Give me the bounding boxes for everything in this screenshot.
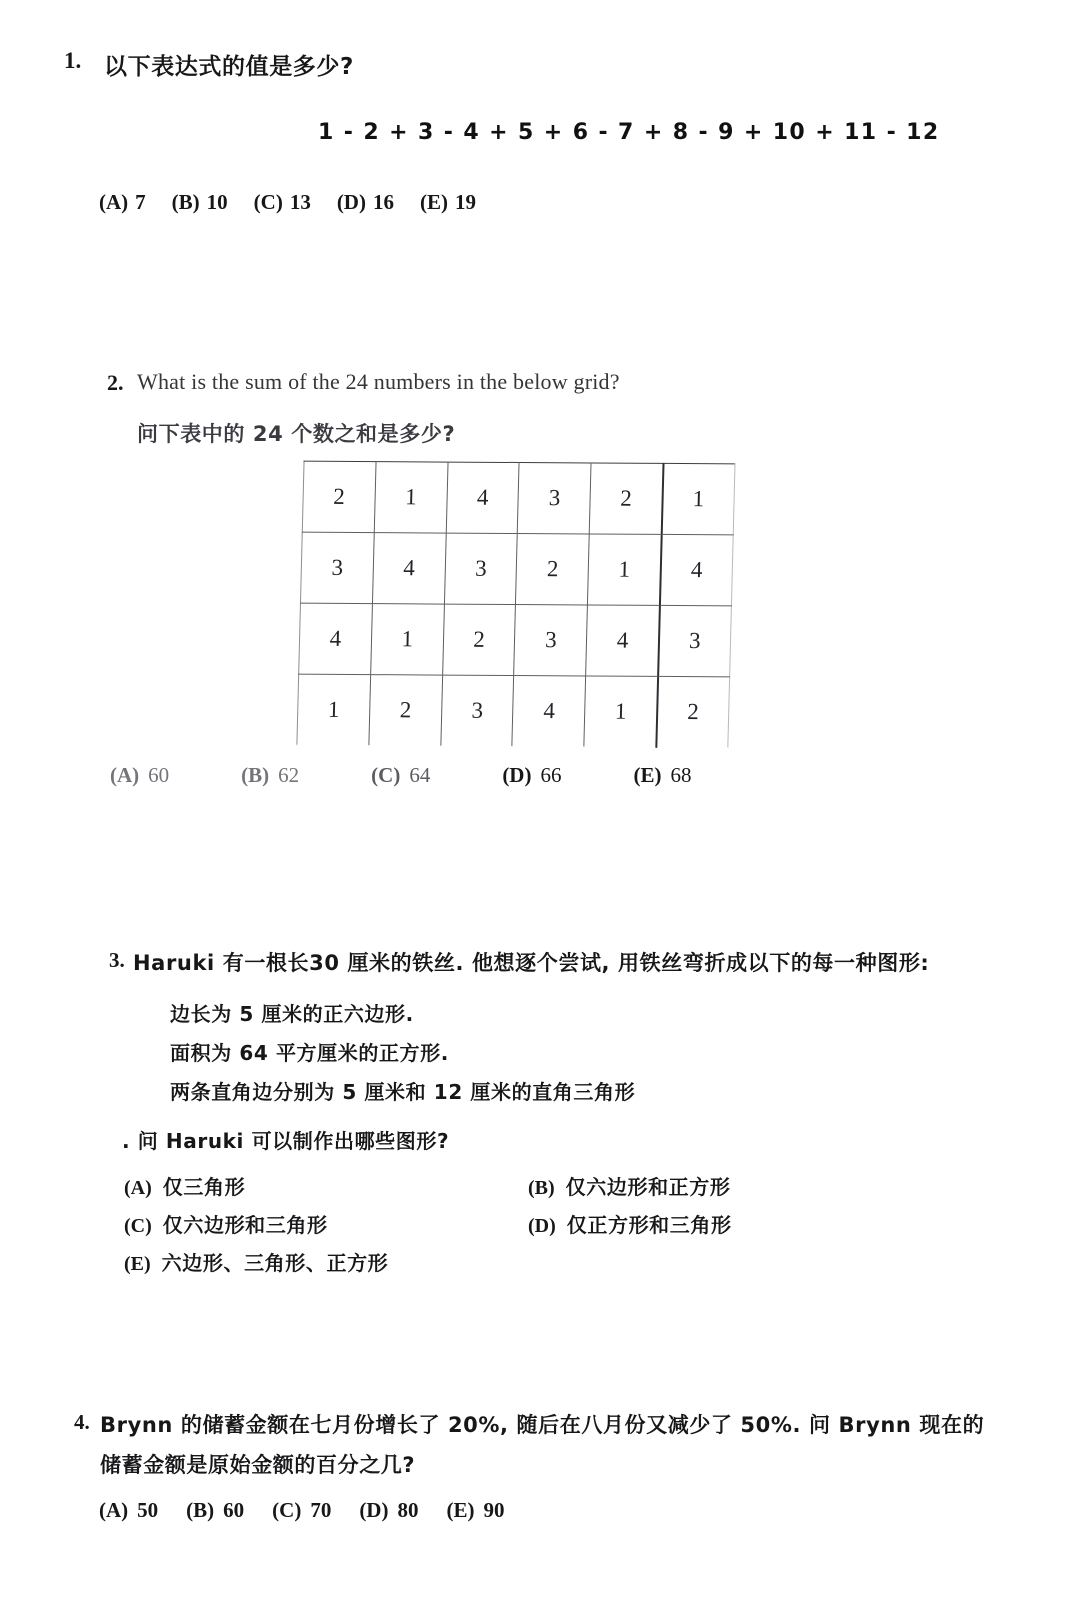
choice-label: (E) xyxy=(446,1498,475,1522)
question-2-number: 2. xyxy=(107,370,124,395)
question-2-choice-b[interactable] xyxy=(241,763,299,788)
question-1-choices xyxy=(99,190,476,215)
question-2-choices xyxy=(110,763,691,788)
grid-cell: 2 xyxy=(302,461,376,532)
choice-value: 7 xyxy=(135,190,146,214)
table-row xyxy=(302,461,735,535)
question-4-choice-c[interactable] xyxy=(272,1498,331,1523)
question-3-condition-2: 面积为 64 平方厘米的正方形. xyxy=(170,1041,449,1065)
choice-label: (D) xyxy=(359,1498,389,1522)
choice-value: 60 xyxy=(223,1498,245,1522)
choice-label: (A) xyxy=(110,763,140,787)
question-4-stem-line-2: 储蓄金额是原始金额的百分之几? xyxy=(100,1453,416,1477)
question-1-choice-b[interactable] xyxy=(172,190,228,215)
choice-value: 90 xyxy=(483,1498,505,1522)
choice-value: 68 xyxy=(670,763,692,787)
question-2-choice-e[interactable] xyxy=(633,763,691,788)
choice-label: (C) xyxy=(272,1498,302,1522)
question-3-stem: Haruki 有一根长30 厘米的铁丝. 他想逐个尝试, 用铁丝弯折成以下的每一种图形: xyxy=(133,951,930,975)
choice-label: (A) xyxy=(99,1498,129,1522)
grid-cell: 3 xyxy=(300,532,374,603)
question-1-choice-d[interactable] xyxy=(337,190,394,215)
grid-cell: 2 xyxy=(442,604,516,675)
grid-cell: 4 xyxy=(372,533,446,604)
choice-value: 66 xyxy=(540,763,562,787)
choice-label: (C) xyxy=(253,190,283,214)
grid-cell: 3 xyxy=(441,675,515,746)
choice-value: 仅六边形和正方形 xyxy=(565,1175,731,1199)
choice-value: 62 xyxy=(278,763,300,787)
choice-value: 仅三角形 xyxy=(162,1175,246,1199)
choice-value: 16 xyxy=(372,190,394,214)
question-1-choice-a[interactable] xyxy=(99,190,146,215)
choice-value: 64 xyxy=(409,763,431,787)
choice-label: (A) xyxy=(99,190,129,214)
question-4-number: 4. xyxy=(74,1410,90,1434)
question-4-choice-a[interactable] xyxy=(99,1498,158,1523)
grid-cell: 2 xyxy=(656,676,730,747)
choice-label: (C) xyxy=(124,1215,152,1237)
grid-cell: 3 xyxy=(514,604,588,675)
choice-value: 仅正方形和三角形 xyxy=(566,1213,732,1237)
grid-cell: 3 xyxy=(518,463,592,534)
question-3-choice-d[interactable] xyxy=(528,1209,732,1238)
question-2-stem-chinese: 问下表中的 24 个数之和是多少? xyxy=(137,422,456,446)
choice-label: (B) xyxy=(186,1498,215,1522)
choice-value: 13 xyxy=(289,190,311,214)
grid-cell: 1 xyxy=(661,463,735,534)
question-1-stem: 以下表达式的值是多少? xyxy=(104,54,354,80)
grid-cell: 2 xyxy=(369,675,443,746)
grid-cell: 4 xyxy=(586,605,660,676)
question-3-choice-c[interactable] xyxy=(124,1209,328,1238)
question-4-choices xyxy=(99,1498,504,1523)
grid-cell: 1 xyxy=(370,604,444,675)
choice-label: (B) xyxy=(171,190,200,214)
question-3-choice-e[interactable] xyxy=(124,1247,388,1276)
question-4-choice-d[interactable] xyxy=(359,1498,418,1523)
choice-label: (D) xyxy=(502,763,532,787)
choice-label: (D) xyxy=(336,190,366,214)
choice-label: (D) xyxy=(528,1215,556,1237)
question-4-choice-b[interactable] xyxy=(186,1498,244,1523)
grid-cell: 1 xyxy=(374,462,448,533)
question-2-stem-english: What is the sum of the 24 numbers in the below grid? xyxy=(137,369,620,394)
question-3-choice-b[interactable] xyxy=(528,1171,730,1200)
choice-label: (E) xyxy=(419,190,448,214)
table-row xyxy=(297,674,730,748)
grid-cell: 3 xyxy=(444,533,518,604)
question-3-number: 3. xyxy=(109,948,125,972)
grid-cell: 1 xyxy=(588,534,662,605)
grid-cell: 4 xyxy=(446,462,520,533)
question-1-choice-c[interactable] xyxy=(254,190,311,215)
table-row xyxy=(300,532,733,606)
question-2-choice-d[interactable] xyxy=(502,763,561,788)
question-1-number: 1. xyxy=(64,48,82,73)
grid-cell: 4 xyxy=(512,675,586,746)
choice-value: 50 xyxy=(137,1498,159,1522)
question-2-grid-wrapper xyxy=(296,461,735,744)
question-3-condition-3: 两条直角边分别为 5 厘米和 12 厘米的直角三角形 xyxy=(170,1080,636,1104)
choice-value: 六边形、三角形、正方形 xyxy=(161,1251,389,1275)
grid-cell: 3 xyxy=(658,605,732,676)
question-1-expression: 1 - 2 + 3 - 4 + 5 + 6 - 7 + 8 - 9 + 10 + 11 - 12 xyxy=(318,120,940,145)
question-2-choice-a[interactable] xyxy=(110,763,169,788)
choice-value: 70 xyxy=(310,1498,332,1522)
choice-value: 10 xyxy=(206,190,228,214)
choice-label: (B) xyxy=(528,1177,555,1199)
question-2-choice-c[interactable] xyxy=(371,763,430,788)
question-4-choice-e[interactable] xyxy=(446,1498,504,1523)
grid-cell: 2 xyxy=(516,534,590,605)
question-2-number-grid xyxy=(296,461,735,749)
question-3-ask: . 问 Haruki 可以制作出哪些图形? xyxy=(122,1129,450,1153)
choice-label: (C) xyxy=(371,763,401,787)
choice-label: (B) xyxy=(241,763,270,787)
question-4-stem-line-1: Brynn 的储蓄金额在七月份增长了 20%, 随后在八月份又减少了 50%. 问 Brynn 现在的 xyxy=(100,1413,985,1437)
question-3-condition-1: 边长为 5 厘米的正六边形. xyxy=(170,1002,414,1026)
grid-cell: 1 xyxy=(584,676,658,747)
choice-value: 60 xyxy=(148,763,170,787)
choice-value: 19 xyxy=(454,190,476,214)
table-row xyxy=(299,603,732,677)
grid-cell: 2 xyxy=(590,463,664,534)
question-1-choice-e[interactable] xyxy=(420,190,476,215)
choice-label: (A) xyxy=(124,1177,152,1199)
choice-value: 仅六边形和三角形 xyxy=(162,1213,328,1237)
grid-cell: 4 xyxy=(660,534,734,605)
grid-cell: 1 xyxy=(297,674,371,745)
choice-value: 80 xyxy=(397,1498,419,1522)
grid-cell: 4 xyxy=(299,603,373,674)
question-3-choice-a[interactable] xyxy=(124,1171,245,1200)
choice-label: (E) xyxy=(124,1253,151,1275)
choice-label: (E) xyxy=(633,763,662,787)
